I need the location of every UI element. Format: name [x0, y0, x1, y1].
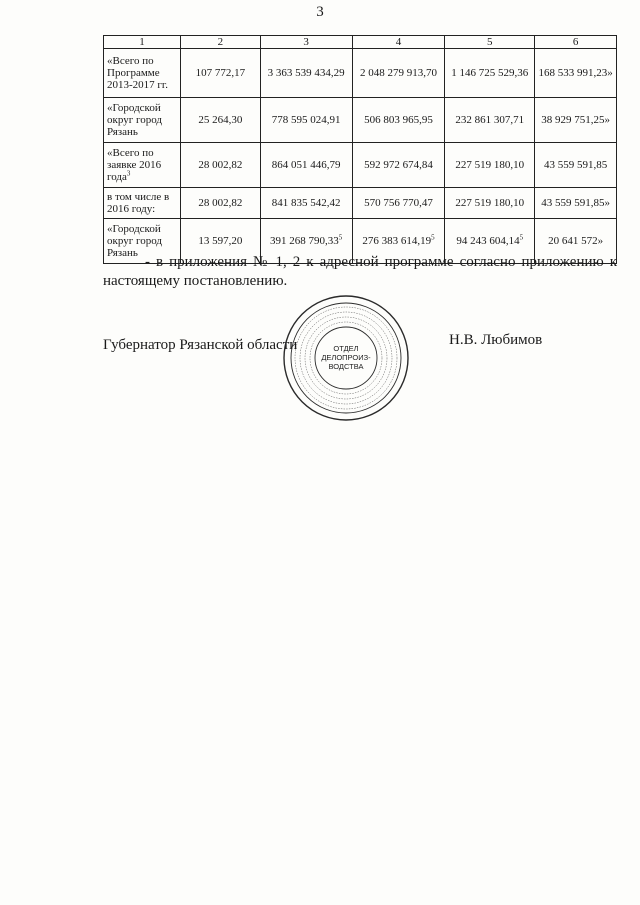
- column-header: 1: [104, 36, 181, 49]
- row-label: «Городской округ город Рязань: [104, 98, 181, 143]
- column-header: 6: [535, 36, 617, 49]
- row-label: «Всего по заявке 2016 года$^3$: [104, 143, 181, 188]
- table-cell: 1 146 725 529,36: [445, 49, 535, 98]
- footnote-mark: 3: [126, 169, 131, 178]
- table-cell: 38 929 751,25»: [535, 98, 617, 143]
- table-cell: 107 772,17: [180, 49, 260, 98]
- data-table: [103, 35, 617, 264]
- table-cell: 276 383 614,19$^5$: [352, 219, 445, 264]
- table-cell: 506 803 965,95: [352, 98, 445, 143]
- table-cell: 864 051 446,79: [260, 143, 352, 188]
- table-header-row: [104, 36, 617, 49]
- table-cell: 94 243 604,14$^5$: [445, 219, 535, 264]
- table-cell: 778 595 024,91: [260, 98, 352, 143]
- stamp-line: ДЕЛОПРОИЗ-: [321, 353, 371, 362]
- table-row: [104, 98, 617, 143]
- table-cell: 227 519 180,10: [445, 143, 535, 188]
- table-cell: 168 533 991,23»: [535, 49, 617, 98]
- stamp-line: ОТДЕЛ: [333, 344, 359, 353]
- table-row: [104, 188, 617, 219]
- table-cell: 227 519 180,10: [445, 188, 535, 219]
- footnote-mark: 5: [431, 233, 435, 242]
- table-cell: 570 756 770,47: [352, 188, 445, 219]
- table-cell: 232 861 307,71: [445, 98, 535, 143]
- page-number: 3: [316, 4, 324, 20]
- table-cell: 841 835 542,42: [260, 188, 352, 219]
- table-cell: 25 264,30: [180, 98, 260, 143]
- footnote-mark: 5: [519, 233, 524, 242]
- row-label: «Всего по Программе 2013-2017 гг.: [104, 49, 181, 98]
- column-header: 4: [352, 36, 445, 49]
- footnote-mark: 5: [338, 233, 343, 242]
- table-cell: 43 559 591,85»: [535, 188, 617, 219]
- official-stamp: [282, 294, 410, 422]
- table-row: [104, 49, 617, 98]
- table-cell: 28 002,82: [180, 188, 260, 219]
- stamp-line: ВОДСТВА: [328, 362, 364, 371]
- column-header: 5: [445, 36, 535, 49]
- table-cell: 3 363 539 434,29: [260, 49, 352, 98]
- row-label: «Городской округ город Рязань: [104, 219, 181, 264]
- row-label: в том числе в 2016 году:: [104, 188, 181, 219]
- table-cell: 2 048 279 913,70: [352, 49, 445, 98]
- body-paragraph: - в приложения № 1, 2 к адресной программе согласно приложению к настоящему постановлению.: [103, 254, 617, 289]
- table-cell: 28 002,82: [180, 143, 260, 188]
- table-cell: 592 972 674,84: [352, 143, 445, 188]
- signature-name: Н.В. Любимов: [449, 332, 543, 348]
- table-cell: 20 641 572»: [535, 219, 617, 264]
- table-cell: 391 268 790,33$^5$: [260, 219, 352, 264]
- table-cell: 13 597,20: [180, 219, 260, 264]
- table-row: [104, 143, 617, 188]
- signature-role: Губернатор Рязанской области: [103, 337, 298, 353]
- table-cell: 43 559 591,85: [535, 143, 617, 188]
- column-header: 3: [260, 36, 352, 49]
- column-header: 2: [180, 36, 260, 49]
